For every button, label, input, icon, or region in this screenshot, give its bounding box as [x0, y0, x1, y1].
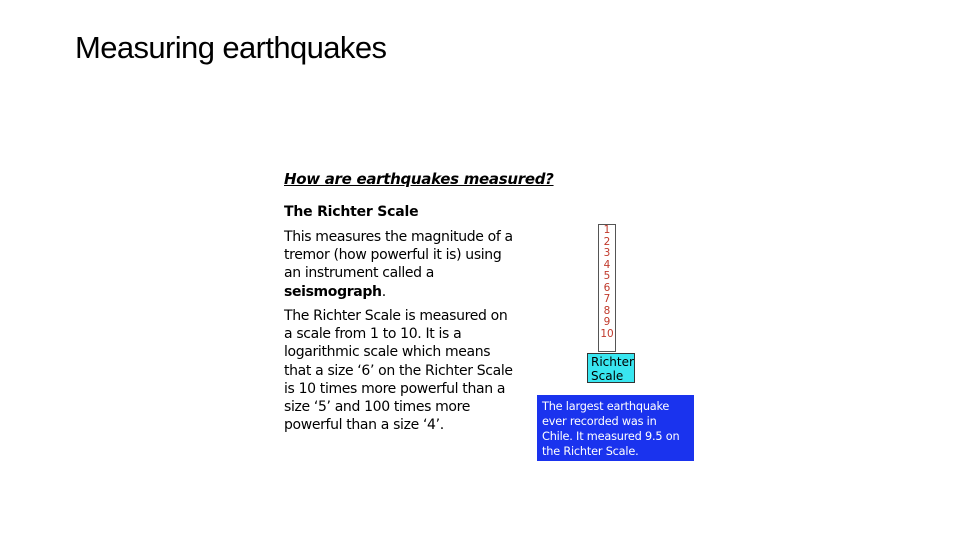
- richter-scale-column: [598, 224, 616, 352]
- panel-heading: How are earthquakes measured?: [284, 170, 554, 188]
- scale-paragraph: The Richter Scale is measured on a scale from 1 to 10. It is a logarithmic scale which means that a size ‘6’ on the Richter Scale is 10 times more powerful than a size ‘5’ and 100 times more powerful than a size ‘4’.: [284, 308, 513, 434]
- scale-tick: 10: [600, 327, 614, 340]
- scale-tick: 3: [603, 247, 611, 259]
- slide-title: Measuring earthquakes: [75, 30, 387, 65]
- scale-tick: 1: [603, 224, 611, 236]
- scale-tick: 4: [603, 258, 611, 271]
- largest-earthquake-callout: The largest earthquake ever recorded was in Chile. It measured 9.5 on the Richter Scale.: [537, 395, 694, 461]
- scale-tick: 9: [603, 316, 611, 328]
- scale-tick: 5: [603, 270, 611, 282]
- magnitude-paragraph: [284, 228, 514, 301]
- richter-scale-label: Richter Scale: [587, 353, 635, 383]
- magnitude-end: .: [381, 283, 386, 300]
- panel-subheading: The Richter Scale: [284, 204, 419, 220]
- earthquake-info-image: [278, 162, 708, 462]
- scale-tick: 7: [603, 293, 611, 305]
- scale-tick: 8: [603, 304, 611, 317]
- seismograph-term: seismograph: [284, 283, 382, 300]
- scale-tick: 6: [603, 281, 611, 294]
- scale-tick: 2: [603, 235, 611, 248]
- magnitude-text: This measures the magnitude of a tremor (how powerful it is) using an instrument called a: [284, 229, 513, 282]
